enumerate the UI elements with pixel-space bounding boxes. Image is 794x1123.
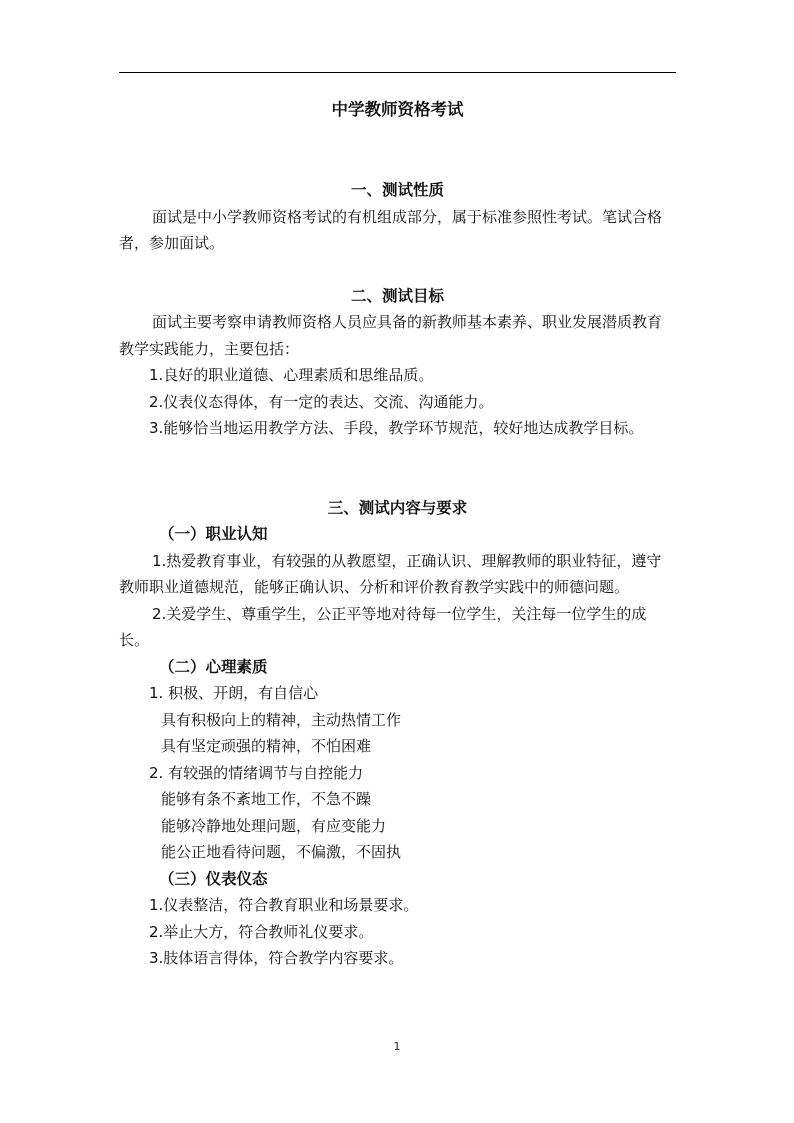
section-paragraph-nature: 面试是中小学教师资格考试的有机组成部分，属于标准参照性考试。笔试合格者，参加面试。 — [119, 207, 663, 252]
psychology-detail: 能够有条不紊地工作，不急不躁 — [161, 790, 372, 808]
psychology-detail: 能公正地看待问题，不偏激，不固执 — [161, 843, 402, 861]
document-body — [119, 96, 676, 972]
psychology-detail: 具有积极向上的精神，主动热情工作 — [161, 710, 402, 729]
header-rule — [119, 72, 676, 73]
appearance-item: 1.仪表整洁，符合教育职业和场景要求。 — [149, 896, 419, 914]
page-number: 1 — [393, 1040, 401, 1053]
section-heading-content: 三、测试内容与要求 — [327, 498, 468, 517]
career-item: 2.关爱学生、尊重学生，公正平等地对待每一位学生，关注每一位学生的成长。 — [119, 604, 647, 649]
appearance-item: 3.肢体语言得体，符合教学内容要求。 — [149, 949, 404, 967]
psychology-detail: 具有坚定顽强的精神，不怕困难 — [161, 737, 372, 755]
subsection-heading-psychology: （二）心理素质 — [159, 657, 268, 676]
spacer — [119, 442, 676, 495]
section-heading-goals: 二、测试目标 — [350, 286, 444, 305]
subsection-heading-appearance: （三）仪表仪态 — [159, 869, 268, 888]
section-paragraph-goals: 面试主要考察申请教师资格人员应具备的新教师基本素养、职业发展潜质教育教学实践能力，主要包括： — [119, 313, 663, 358]
appearance-item: 2.举止大方，符合教师礼仪要求。 — [149, 922, 374, 941]
subsection-heading-career: （一）职业认知 — [159, 525, 268, 543]
psychology-item: 1. 积极、开朗，有自信心 — [149, 684, 319, 702]
psychology-detail: 能够冷静地处理问题，有应变能力 — [161, 816, 387, 835]
spacer — [119, 257, 676, 283]
goal-item: 3.能够恰当地运用教学方法、手段，教学环节规范，较好地达成教学目标。 — [149, 419, 644, 437]
goal-item: 1.良好的职业道德、心理素质和思维品质。 — [149, 366, 434, 384]
psychology-item: 2. 有较强的情绪调节与自控能力 — [149, 763, 364, 782]
spacer — [119, 124, 676, 177]
section-heading-nature: 一、测试性质 — [350, 181, 444, 199]
goal-item: 2.仪表仪态得体，有一定的表达、交流、沟通能力。 — [149, 392, 494, 411]
document-title: 中学教师资格考试 — [331, 100, 464, 119]
career-item: 1.热爱教育事业，有较强的从教愿望，正确认识、理解教师的职业特征，遵守教师职业道德规范，能够正确认识、分析和评价教育教学实践中的师德问题。 — [119, 551, 662, 596]
